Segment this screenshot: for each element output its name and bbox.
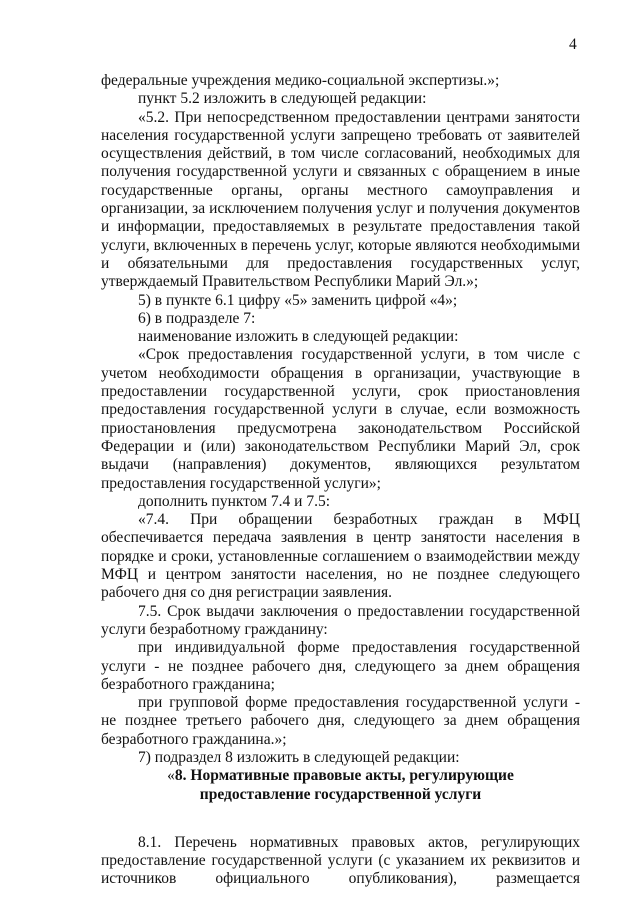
paragraph-instruction-5-2: пункт 5.2 изложить в следующей редакции: [138, 90, 427, 108]
paragraph-clause-7-4: «7.4. При обращении безработных граждан в МФЦ обеспечивается передача заявления в центр занятости населения в порядке и сроки, установленные соглашением о взаимодействии между МФЦ и центром занятости населения, но не позднее следующего рабочего дня со дня регистрации заявления. [101, 511, 580, 602]
paragraph-add-items: дополнить пунктом 7.4 и 7.5: [138, 492, 330, 510]
section-gap [101, 804, 580, 834]
section-heading [101, 767, 580, 804]
paragraph-title-instruction: наименование изложить в следующей редакции: [138, 328, 459, 346]
paragraph-individual-form: при индивидуальной форме предоставления государственной услуги - не позднее рабочего дня, следующего за днем обращения безработного гражданина; [101, 639, 580, 693]
paragraph-item-6: 6) в подразделе 7: [138, 309, 256, 327]
paragraph-clause-5-2: «5.2. При непосредственном предоставлении центрами занятости населения государственной услуги запрещено требовать от заявителей осуществления действий, в том числе согласований, необходимых для получения государственной услуги и связанных с обращением в иные государственные органы, органы местного самоуправления и организации, за исключением получения услуг и получения документов и информации, предоставляемых в результате предоставления такой услуги, включенных в перечень услуг, которые являются необходимыми и обязательными для предоставления государственных услуг, утверждаемый Правительством Республики Марий Эл.»; [101, 108, 580, 291]
paragraph-item-5: 5) в пункте 6.1 цифру «5» заменить цифрой «4»; [138, 291, 458, 309]
paragraph-item-7: 7) подраздел 8 изложить в следующей редакции: [138, 748, 460, 766]
section-heading-quote: « [167, 767, 175, 785]
paragraph-new-title: «Срок предоставления государственной услуги, в том числе с учетом необходимости обращения в организации, участвующие в предоставлении государственной услуги, срок приостановления предоставления государственной услуги в случае, если возможность приостановления предусмотрена законодательством Российской Федерации и (или) законодательством Республики Марий Эл, срок выдачи (направления) документов, являющихся результатом предоставления государственной услуги»; [101, 346, 580, 492]
page-number: 4 [569, 36, 577, 53]
paragraph-clause-8-1: 8.1. Перечень нормативных правовых актов, регулирующих предоставление государственной услуги (с указанием их реквизитов и источников официального опубликования), размещается [101, 833, 580, 888]
document-body [101, 72, 580, 889]
paragraph-clause-7-5: 7.5. Срок выдачи заключения о предоставлении государственной услуги безработному гражданину: [101, 602, 580, 638]
section-heading-line-1: 8. Нормативные правовые акты, регулирующие [174, 767, 514, 785]
paragraph-group-form: при групповой форме предоставления государственной услуги - не позднее третьего рабочего дня, следующего за днем обращения безработного гражданина.»; [101, 694, 580, 748]
section-heading-line-2: предоставление государственной услуги [199, 785, 482, 803]
paragraph-continuation: федеральные учреждения медико-социальной экспертизы.»; [101, 72, 500, 89]
